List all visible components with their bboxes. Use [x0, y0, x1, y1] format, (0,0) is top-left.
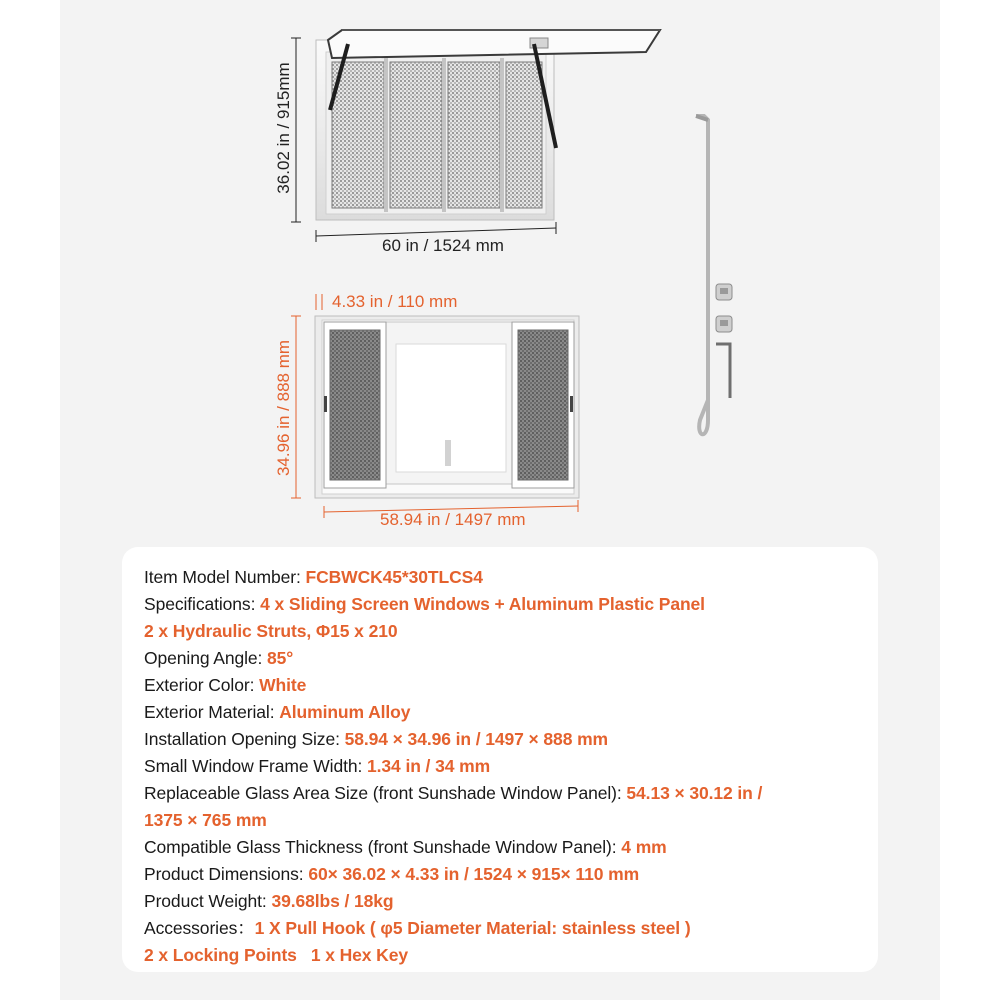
awning-window-drawing — [291, 30, 660, 242]
spec-value: FCBWCK45*30TLCS4 — [305, 567, 483, 587]
spec-value: 85° — [267, 648, 294, 668]
spec-specifications-cont — [144, 618, 864, 645]
spec-label: Exterior Color: — [144, 675, 260, 695]
spec-product-dimensions — [144, 861, 864, 888]
top-height-label: 36.02 in / 915mm — [274, 62, 293, 194]
spec-opening-angle — [144, 645, 864, 672]
spec-installation-opening-size — [144, 726, 864, 753]
spec-value: 4 x Sliding Screen Windows + Aluminum Plastic Panel — [260, 594, 705, 614]
spec-value: 39.68lbs / 18kg — [271, 891, 394, 911]
spec-value-secondary: 1 x Hex Key — [310, 945, 408, 965]
spec-exterior-material — [144, 699, 864, 726]
spec-value: 1375 × 765 mm — [144, 810, 267, 830]
bottom-width-label: 58.94 in / 1497 mm — [380, 510, 526, 529]
spec-exterior-color — [144, 672, 864, 699]
spec-product-weight — [144, 888, 864, 915]
spec-label: Opening Angle: — [144, 648, 268, 668]
spec-value: 60× 36.02 × 4.33 in / 1524 × 915× 110 mm — [308, 864, 640, 884]
spec-accessories — [144, 915, 864, 942]
spec-label: Exterior Material: — [144, 702, 280, 722]
spec-glass-thickness — [144, 834, 864, 861]
spec-value: 1 X Pull Hook ( φ5 Diameter Material: stainless steel ) — [254, 918, 691, 938]
spec-frame-width — [144, 753, 864, 780]
spec-value: White — [259, 675, 307, 695]
bottom-height-label: 34.96 in / 888 mm — [274, 339, 293, 477]
accessories-drawing — [696, 116, 732, 434]
spec-label: Product Dimensions: — [144, 864, 309, 884]
spec-glass-area-size-cont — [144, 807, 864, 834]
sliding-window-drawing — [291, 294, 579, 518]
spec-value: 54.13 × 30.12 in / — [626, 783, 763, 803]
spec-glass-area-size — [144, 780, 864, 807]
spec-value: 2 x Hydraulic Struts, Φ15 x 210 — [144, 621, 398, 641]
spec-specifications — [144, 591, 864, 618]
spec-model-number — [144, 564, 864, 591]
spec-label: Compatible Glass Thickness (front Sunshade Window Panel): — [144, 837, 622, 857]
spec-value: 1.34 in / 34 mm — [367, 756, 491, 776]
spec-value: Aluminum Alloy — [279, 702, 411, 722]
product-spec-panel — [60, 0, 940, 1000]
spec-value: 58.94 × 34.96 in / 1497 × 888 mm — [344, 729, 609, 749]
spec-label: Replaceable Glass Area Size (front Sunshade Window Panel): — [144, 783, 627, 803]
spec-label: Small Window Frame Width: — [144, 756, 368, 776]
spec-list — [144, 564, 864, 969]
spec-value: 2 x Locking Points — [144, 945, 297, 965]
depth-label: 4.33 in / 110 mm — [332, 292, 458, 311]
spec-value: 4 mm — [621, 837, 667, 857]
spec-label: Specifications: — [144, 594, 261, 614]
spec-label: Accessories： — [144, 918, 255, 938]
spec-accessories-cont — [144, 942, 864, 969]
top-width-label: 60 in / 1524 mm — [382, 236, 504, 255]
spec-label: Item Model Number: — [144, 567, 306, 587]
spec-label: Product Weight: — [144, 891, 272, 911]
spec-label: Installation Opening Size: — [144, 729, 345, 749]
spec-card — [122, 547, 878, 972]
product-illustration — [60, 0, 940, 540]
